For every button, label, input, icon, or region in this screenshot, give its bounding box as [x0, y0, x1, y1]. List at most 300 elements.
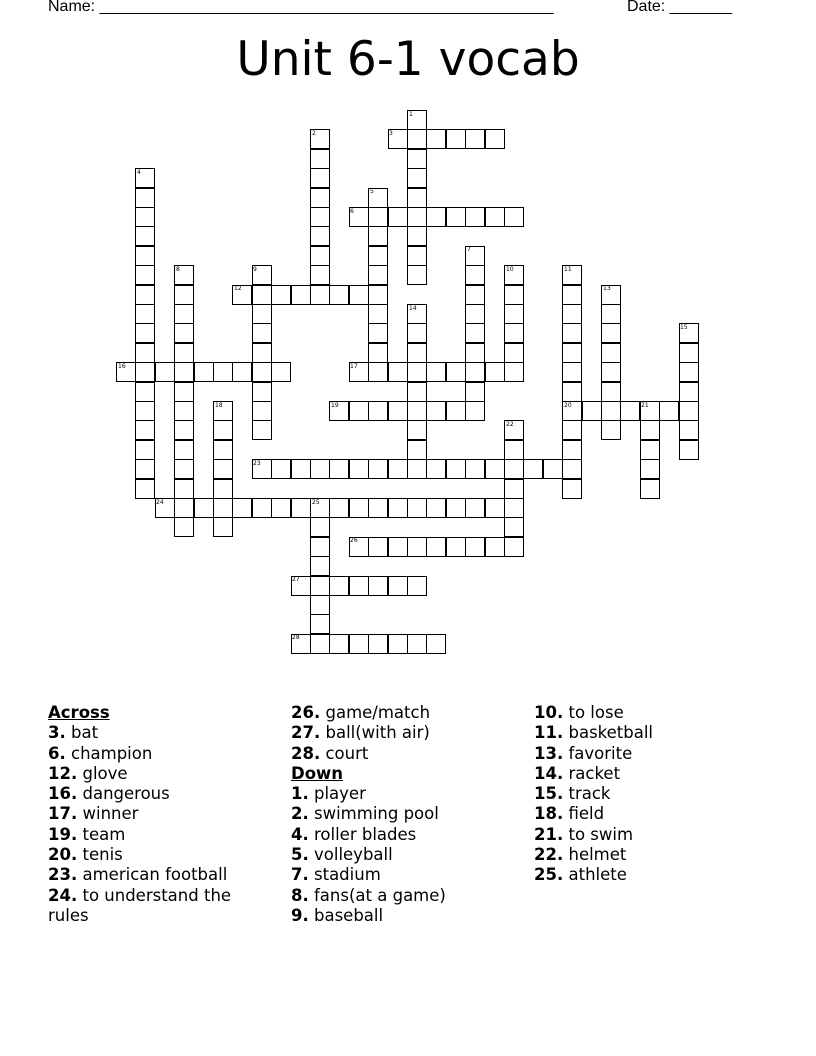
- grid-cell[interactable]: [679, 440, 699, 460]
- grid-cell[interactable]: [194, 498, 214, 518]
- grid-cell[interactable]: [135, 246, 155, 266]
- clue-number-label: 3: [389, 130, 393, 137]
- grid-cell[interactable]: [329, 576, 349, 596]
- grid-cell[interactable]: [368, 207, 388, 227]
- clue-number: 4.: [291, 824, 309, 844]
- grid-cell[interactable]: [213, 479, 233, 499]
- grid-cell[interactable]: [562, 362, 582, 382]
- grid-cell[interactable]: [174, 285, 194, 305]
- clue-number-label: 22: [506, 421, 514, 428]
- grid-cell[interactable]: [388, 576, 408, 596]
- grid-cell[interactable]: [679, 343, 699, 363]
- grid-cell[interactable]: [504, 323, 524, 343]
- grid-cell[interactable]: [135, 285, 155, 305]
- grid-cell[interactable]: [659, 401, 679, 421]
- clue-text: basketball: [568, 723, 654, 743]
- grid-cell[interactable]: [135, 362, 155, 382]
- grid-cell[interactable]: [407, 323, 427, 343]
- grid-cell[interactable]: [349, 459, 369, 479]
- grid-cell[interactable]: [465, 265, 485, 285]
- grid-cell[interactable]: [504, 207, 524, 227]
- grid-cell[interactable]: [465, 285, 485, 305]
- grid-cell[interactable]: [155, 362, 175, 382]
- grid-cell[interactable]: [252, 382, 272, 402]
- grid-cell[interactable]: [368, 459, 388, 479]
- grid-cell[interactable]: [601, 362, 621, 382]
- clue-number-label: 13: [603, 285, 611, 292]
- clue-number: 13.: [534, 743, 564, 763]
- clue-text: tenis: [82, 845, 123, 865]
- grid-cell[interactable]: [252, 420, 272, 440]
- grid-cell[interactable]: [679, 362, 699, 382]
- grid-cell[interactable]: [310, 265, 330, 285]
- grid-cell[interactable]: [213, 362, 233, 382]
- clue-number: 15.: [534, 784, 564, 804]
- grid-cell[interactable]: [407, 168, 427, 188]
- clue-number: 5.: [291, 845, 309, 865]
- grid-cell[interactable]: [620, 401, 640, 421]
- grid-cell[interactable]: [523, 459, 543, 479]
- clue-number-label: 17: [350, 363, 358, 370]
- clue-number: 7.: [291, 865, 309, 885]
- clue-number-label: 9: [253, 266, 257, 273]
- grid-cell[interactable]: [485, 207, 505, 227]
- grid-cell[interactable]: [388, 362, 408, 382]
- grid-cell[interactable]: [446, 401, 466, 421]
- grid-cell[interactable]: [174, 479, 194, 499]
- clue-number-label: 26: [350, 537, 358, 544]
- grid-cell[interactable]: [388, 498, 408, 518]
- grid-cell[interactable]: [601, 420, 621, 440]
- clue-text: track: [568, 784, 611, 804]
- grid-cell[interactable]: [252, 401, 272, 421]
- grid-cell[interactable]: [407, 129, 427, 149]
- clue-text: to understand the rules: [48, 885, 232, 925]
- grid-cell[interactable]: [388, 207, 408, 227]
- grid-cell[interactable]: [252, 362, 272, 382]
- grid-cell[interactable]: [232, 362, 252, 382]
- grid-cell[interactable]: [465, 323, 485, 343]
- clue-number-label: 12: [234, 285, 242, 292]
- grid-cell[interactable]: [640, 420, 660, 440]
- clue-number: 16.: [48, 784, 78, 804]
- grid-cell[interactable]: [213, 440, 233, 460]
- clue-number-label: 6: [350, 208, 354, 215]
- clue-item: [48, 845, 263, 865]
- grid-cell[interactable]: [213, 459, 233, 479]
- grid-cell[interactable]: [426, 362, 446, 382]
- clue-item: [48, 825, 263, 845]
- grid-cell[interactable]: [310, 207, 330, 227]
- clue-item: [48, 764, 263, 784]
- grid-cell[interactable]: [543, 459, 563, 479]
- grid-cell[interactable]: [407, 246, 427, 266]
- grid-cell[interactable]: [465, 537, 485, 557]
- grid-cell[interactable]: [426, 207, 446, 227]
- clue-item: [48, 784, 263, 804]
- grid-cell[interactable]: [174, 323, 194, 343]
- grid-cell[interactable]: [504, 362, 524, 382]
- grid-cell[interactable]: [135, 304, 155, 324]
- clue-number-label: 18: [215, 402, 223, 409]
- grid-cell[interactable]: [504, 285, 524, 305]
- grid-cell[interactable]: [310, 517, 330, 537]
- grid-cell[interactable]: [174, 343, 194, 363]
- grid-cell[interactable]: [271, 285, 291, 305]
- grid-cell[interactable]: [601, 343, 621, 363]
- clue-number-label: 27: [292, 576, 300, 583]
- clue-item: [291, 865, 506, 885]
- grid-cell[interactable]: [504, 343, 524, 363]
- clue-number-label: 2: [312, 130, 316, 137]
- clue-number-label: 15: [680, 324, 688, 331]
- clue-item: [534, 865, 749, 885]
- clue-number: 8.: [291, 885, 309, 905]
- clue-item: [291, 703, 506, 723]
- grid-cell[interactable]: [310, 595, 330, 615]
- grid-cell[interactable]: [562, 343, 582, 363]
- grid-cell[interactable]: [504, 537, 524, 557]
- grid-cell[interactable]: [135, 440, 155, 460]
- grid-cell[interactable]: [465, 362, 485, 382]
- grid-cell[interactable]: [310, 614, 330, 634]
- clue-item: [534, 784, 749, 804]
- grid-cell[interactable]: [310, 149, 330, 169]
- grid-cell[interactable]: [349, 634, 369, 654]
- grid-cell[interactable]: [252, 323, 272, 343]
- clue-text: game/match: [325, 703, 431, 722]
- clue-text: favorite: [568, 743, 633, 763]
- clue-number: 6.: [48, 743, 66, 763]
- grid-cell[interactable]: [252, 498, 272, 518]
- grid-cell[interactable]: [407, 265, 427, 285]
- clue-item: [291, 886, 506, 906]
- grid-cell[interactable]: [174, 498, 194, 518]
- grid-cell[interactable]: [368, 265, 388, 285]
- grid-cell[interactable]: [135, 401, 155, 421]
- grid-cell[interactable]: [194, 362, 214, 382]
- grid-cell[interactable]: [174, 304, 194, 324]
- grid-cell[interactable]: [349, 576, 369, 596]
- clue-text: champion: [71, 743, 153, 763]
- clue-number: 2.: [291, 804, 309, 824]
- grid-cell[interactable]: [329, 634, 349, 654]
- grid-cell[interactable]: [368, 362, 388, 382]
- grid-cell[interactable]: [368, 537, 388, 557]
- clue-text: court: [325, 743, 369, 763]
- grid-cell[interactable]: [174, 517, 194, 537]
- grid-cell[interactable]: [407, 537, 427, 557]
- grid-cell[interactable]: [349, 498, 369, 518]
- grid-cell[interactable]: [562, 420, 582, 440]
- grid-cell[interactable]: [446, 459, 466, 479]
- grid-cell[interactable]: [504, 517, 524, 537]
- grid-cell[interactable]: [407, 420, 427, 440]
- grid-cell[interactable]: [135, 382, 155, 402]
- grid-cell[interactable]: [232, 498, 252, 518]
- clue-number-label: 7: [467, 246, 471, 253]
- clue-number: 26.: [291, 703, 321, 722]
- grid-cell[interactable]: [368, 401, 388, 421]
- grid-cell[interactable]: [465, 129, 485, 149]
- grid-cell[interactable]: [271, 498, 291, 518]
- grid-cell[interactable]: [485, 459, 505, 479]
- grid-cell[interactable]: [135, 420, 155, 440]
- clue-item: [48, 865, 263, 885]
- clue-item: [534, 744, 749, 764]
- grid-cell[interactable]: [426, 129, 446, 149]
- clue-item: [534, 764, 749, 784]
- grid-cell[interactable]: [465, 382, 485, 402]
- clue-number: 1.: [291, 784, 309, 804]
- grid-cell[interactable]: [368, 498, 388, 518]
- clue-number: 17.: [48, 804, 78, 824]
- clue-number: 21.: [534, 824, 564, 844]
- clue-column-3: [534, 703, 749, 886]
- clue-text: bat: [71, 723, 99, 743]
- clue-item: [291, 825, 506, 845]
- grid-cell[interactable]: [485, 498, 505, 518]
- clue-item: [534, 825, 749, 845]
- clue-number-label: 14: [409, 305, 417, 312]
- clue-item: [291, 804, 506, 824]
- clue-number: 10.: [534, 703, 564, 722]
- grid-cell[interactable]: [465, 459, 485, 479]
- grid-cell[interactable]: [329, 285, 349, 305]
- clue-text: dangerous: [82, 784, 170, 804]
- grid-cell[interactable]: [407, 634, 427, 654]
- grid-cell[interactable]: [465, 304, 485, 324]
- clue-number: 23.: [48, 865, 78, 885]
- clue-text: american football: [82, 865, 228, 885]
- grid-cell[interactable]: [135, 459, 155, 479]
- clue-item: [534, 703, 749, 723]
- grid-cell[interactable]: [679, 382, 699, 402]
- clue-number: 28.: [291, 743, 321, 763]
- grid-cell[interactable]: [174, 440, 194, 460]
- grid-cell[interactable]: [504, 304, 524, 324]
- grid-cell[interactable]: [407, 459, 427, 479]
- grid-cell[interactable]: [310, 556, 330, 576]
- grid-cell[interactable]: [388, 537, 408, 557]
- grid-cell[interactable]: [388, 634, 408, 654]
- grid-cell[interactable]: [252, 285, 272, 305]
- clue-number-label: 16: [118, 363, 126, 370]
- grid-cell[interactable]: [271, 362, 291, 382]
- grid-cell[interactable]: [135, 188, 155, 208]
- grid-cell[interactable]: [368, 246, 388, 266]
- grid-cell[interactable]: [135, 265, 155, 285]
- grid-cell[interactable]: [446, 498, 466, 518]
- grid-cell[interactable]: [446, 362, 466, 382]
- grid-cell[interactable]: [679, 420, 699, 440]
- clue-text: to swim: [568, 824, 634, 844]
- grid-cell[interactable]: [368, 304, 388, 324]
- grid-cell[interactable]: [640, 479, 660, 499]
- grid-cell[interactable]: [329, 459, 349, 479]
- grid-cell[interactable]: [562, 440, 582, 460]
- grid-cell[interactable]: [562, 323, 582, 343]
- grid-cell[interactable]: [426, 459, 446, 479]
- grid-cell[interactable]: [562, 479, 582, 499]
- grid-cell[interactable]: [368, 343, 388, 363]
- clue-number-label: 21: [641, 402, 649, 409]
- grid-cell[interactable]: [465, 207, 485, 227]
- grid-cell[interactable]: [601, 401, 621, 421]
- clue-number: 11.: [534, 723, 564, 743]
- clue-number: 12.: [48, 763, 78, 783]
- grid-cell[interactable]: [310, 576, 330, 596]
- clue-item: [534, 804, 749, 824]
- grid-cell[interactable]: [465, 343, 485, 363]
- grid-cell[interactable]: [426, 537, 446, 557]
- grid-cell[interactable]: [135, 226, 155, 246]
- grid-cell[interactable]: [407, 382, 427, 402]
- clue-number: 19.: [48, 824, 78, 844]
- grid-cell[interactable]: [504, 498, 524, 518]
- grid-cell[interactable]: [407, 149, 427, 169]
- clue-number: 27.: [291, 723, 321, 743]
- grid-cell[interactable]: [601, 323, 621, 343]
- grid-cell[interactable]: [601, 382, 621, 402]
- grid-cell[interactable]: [407, 576, 427, 596]
- grid-cell[interactable]: [679, 401, 699, 421]
- grid-cell[interactable]: [562, 304, 582, 324]
- clue-item: [48, 744, 263, 764]
- grid-cell[interactable]: [291, 498, 311, 518]
- grid-cell[interactable]: [485, 362, 505, 382]
- clue-column-2: [291, 703, 506, 926]
- grid-cell[interactable]: [174, 420, 194, 440]
- clue-text: swimming pool: [314, 804, 439, 824]
- clue-item: [534, 723, 749, 743]
- grid-cell[interactable]: [407, 440, 427, 460]
- grid-cell[interactable]: [388, 401, 408, 421]
- grid-cell[interactable]: [465, 498, 485, 518]
- clue-text: volleyball: [314, 845, 393, 865]
- grid-cell[interactable]: [407, 401, 427, 421]
- clue-text: stadium: [314, 865, 381, 885]
- grid-cell[interactable]: [426, 401, 446, 421]
- grid-cell[interactable]: [601, 304, 621, 324]
- grid-cell[interactable]: [213, 420, 233, 440]
- clue-number-label: 4: [137, 169, 141, 176]
- grid-cell[interactable]: [446, 537, 466, 557]
- grid-cell[interactable]: [407, 362, 427, 382]
- grid-cell[interactable]: [640, 440, 660, 460]
- grid-cell[interactable]: [310, 188, 330, 208]
- grid-cell[interactable]: [135, 207, 155, 227]
- grid-cell[interactable]: [426, 634, 446, 654]
- grid-cell[interactable]: [407, 498, 427, 518]
- grid-cell[interactable]: [291, 459, 311, 479]
- clue-text: fans(at a game): [314, 885, 446, 905]
- grid-cell[interactable]: [562, 382, 582, 402]
- grid-cell[interactable]: [562, 285, 582, 305]
- grid-cell[interactable]: [349, 285, 369, 305]
- clue-number-label: 10: [506, 266, 514, 273]
- grid-cell[interactable]: [213, 498, 233, 518]
- grid-cell[interactable]: [291, 285, 311, 305]
- clue-number-label: 23: [253, 460, 261, 467]
- clue-number: 14.: [534, 763, 564, 783]
- grid-cell[interactable]: [310, 168, 330, 188]
- grid-cell[interactable]: [446, 207, 466, 227]
- grid-cell[interactable]: [368, 576, 388, 596]
- grid-cell[interactable]: [407, 226, 427, 246]
- clue-item: [48, 804, 263, 824]
- grid-cell[interactable]: [368, 634, 388, 654]
- page-title: Unit 6-1 vocab: [236, 32, 580, 87]
- grid-cell[interactable]: [582, 401, 602, 421]
- grid-cell[interactable]: [174, 382, 194, 402]
- grid-cell[interactable]: [310, 459, 330, 479]
- clue-number: 9.: [291, 905, 309, 925]
- grid-cell[interactable]: [504, 479, 524, 499]
- grid-cell[interactable]: [485, 129, 505, 149]
- grid-cell[interactable]: [310, 285, 330, 305]
- grid-cell[interactable]: [504, 459, 524, 479]
- grid-cell[interactable]: [310, 537, 330, 557]
- grid-cell[interactable]: [174, 362, 194, 382]
- clue-text: helmet: [568, 845, 627, 865]
- grid-cell[interactable]: [252, 304, 272, 324]
- grid-cell[interactable]: [310, 634, 330, 654]
- clue-item: [534, 845, 749, 865]
- grid-cell[interactable]: [310, 226, 330, 246]
- grid-cell[interactable]: [485, 537, 505, 557]
- grid-cell[interactable]: [407, 343, 427, 363]
- grid-cell[interactable]: [310, 246, 330, 266]
- clue-item: [48, 723, 263, 743]
- grid-cell[interactable]: [562, 459, 582, 479]
- grid-cell[interactable]: [252, 343, 272, 363]
- grid-cell[interactable]: [174, 459, 194, 479]
- grid-cell[interactable]: [135, 323, 155, 343]
- grid-cell[interactable]: [465, 401, 485, 421]
- clue-number: 24.: [48, 885, 78, 905]
- grid-cell[interactable]: [446, 129, 466, 149]
- grid-cell[interactable]: [174, 401, 194, 421]
- clue-text: racket: [568, 763, 621, 783]
- grid-cell[interactable]: [407, 207, 427, 227]
- clue-number-label: 25: [312, 499, 320, 506]
- grid-cell[interactable]: [388, 459, 408, 479]
- clue-text: to lose: [568, 703, 624, 722]
- grid-cell[interactable]: [368, 226, 388, 246]
- grid-cell[interactable]: [368, 323, 388, 343]
- grid-cell[interactable]: [135, 343, 155, 363]
- grid-cell[interactable]: [213, 517, 233, 537]
- grid-cell[interactable]: [426, 498, 446, 518]
- clue-text: winner: [82, 804, 139, 824]
- grid-cell[interactable]: [407, 188, 427, 208]
- grid-cell[interactable]: [135, 479, 155, 499]
- clue-text: field: [568, 804, 605, 824]
- clue-text: athlete: [568, 865, 627, 885]
- grid-cell[interactable]: [349, 401, 369, 421]
- clue-number: 25.: [534, 865, 564, 885]
- grid-cell[interactable]: [504, 440, 524, 460]
- clue-section-heading: Down: [291, 763, 344, 783]
- grid-cell[interactable]: [329, 498, 349, 518]
- grid-cell[interactable]: [271, 459, 291, 479]
- grid-cell[interactable]: [640, 459, 660, 479]
- grid-cell[interactable]: [368, 285, 388, 305]
- clue-item: [48, 886, 263, 927]
- clue-item: [291, 845, 506, 865]
- clue-section-heading: Across: [48, 703, 110, 722]
